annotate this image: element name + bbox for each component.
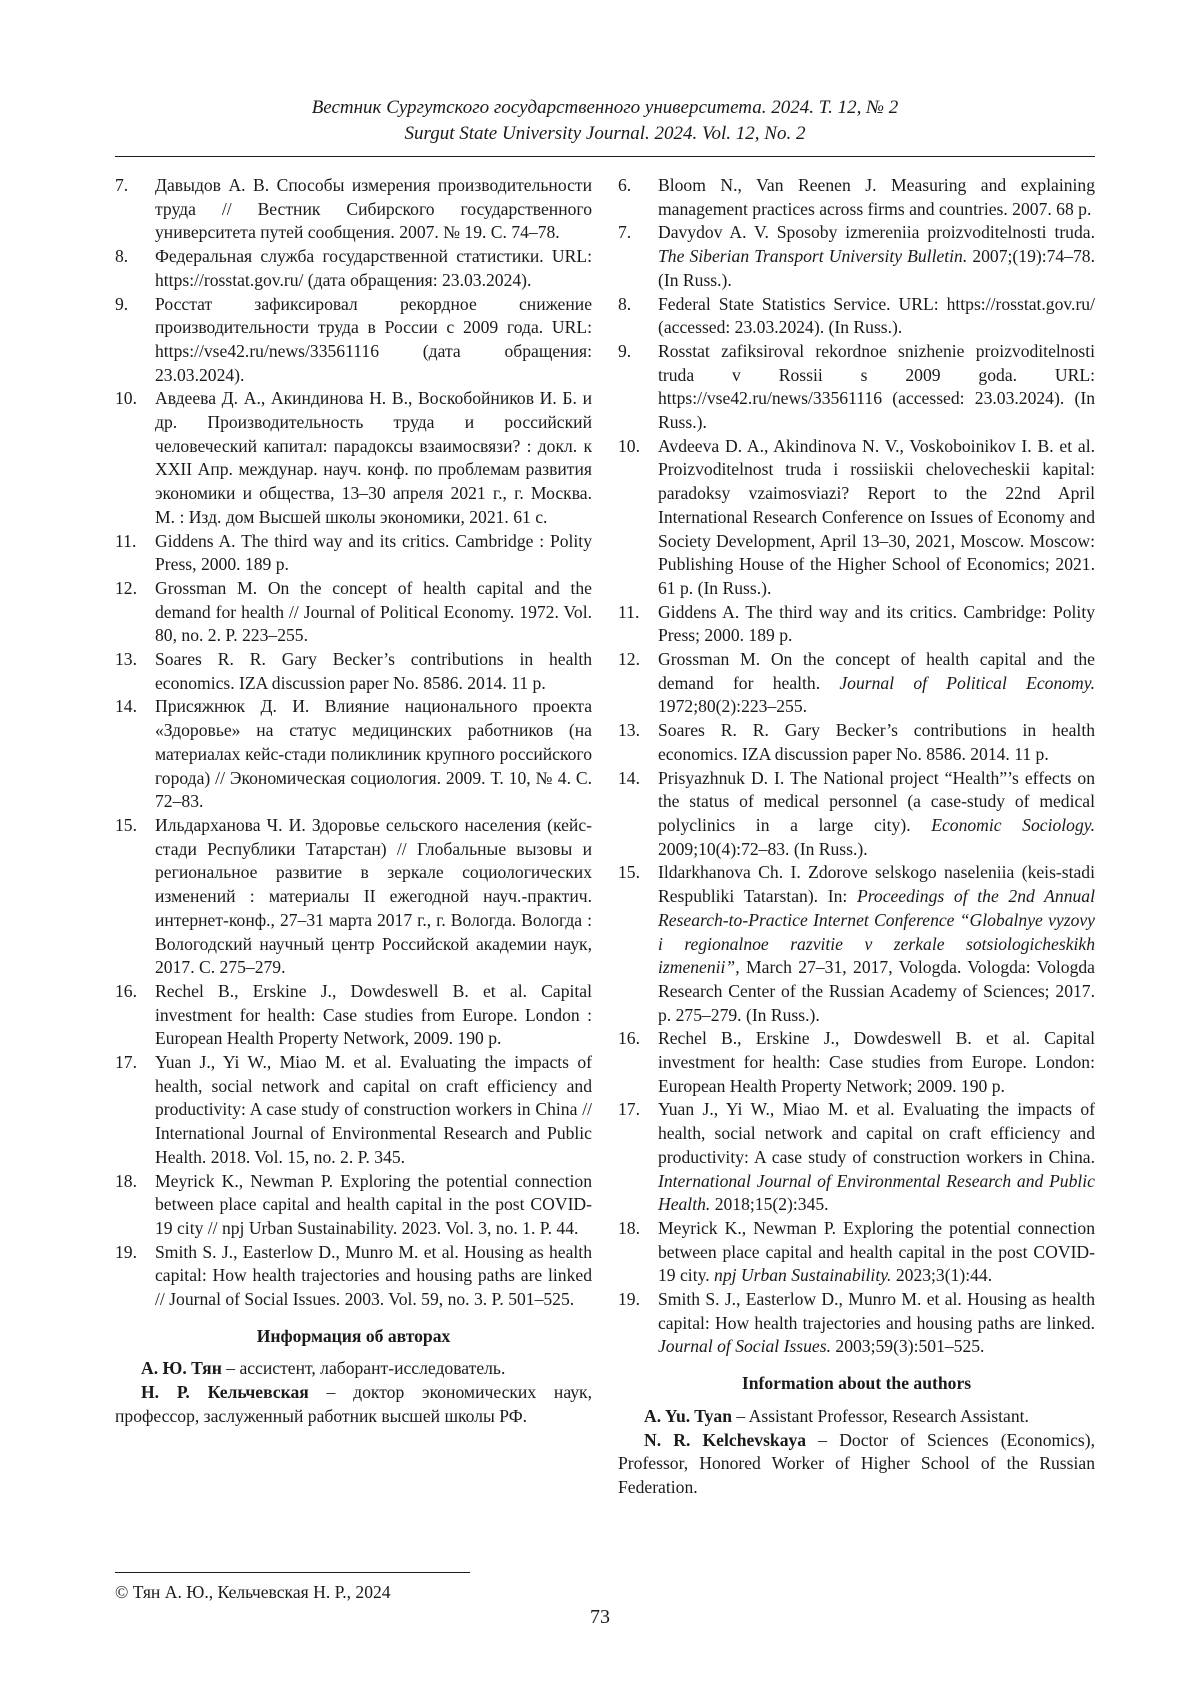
- reference-item: 6. Bloom N., Van Reenen J. Measuring and explaining management practices across firms and countries. 2007. 68 p.: [618, 174, 1095, 221]
- reference-text: Rechel B., Erskine J., Dowdeswell B. et al. Capital investment for health: Case studies from Europe. London: European Health Property Network; 2009. 190 p.: [658, 1028, 1095, 1096]
- reference-text: Smith S. J., Easterlow D., Munro M. et al. Housing as health capital: How health trajectories and housing paths are linked // Journal of Social Issues. 2003. Vol. 59, no. 3. P. 501–525.: [155, 1241, 592, 1310]
- reference-text: Давыдов А. В. Способы измерения производительности труда // Вестник Сибирского государственного университета путей сообщения. 2007. № 19. С. 74–78.: [155, 175, 592, 243]
- reference-text: Giddens A. The third way and its critics. Cambridge : Polity Press, 2000. 189 p.: [155, 530, 592, 575]
- reference-text: Rechel B., Erskine J., Dowdeswell B. et al. Capital investment for health: Case studies from Europe. London : European Health Property Network, 2009. 190 p.: [155, 980, 592, 1049]
- reference-item: 15. Ildarkhanova Ch. I. Zdorove selskogo naseleniia (keis-stadi Respubliki Tatarstan). In: Proceedings of the 2nd Annual Research-to-Practice Internet Conference “Globalnye vyzovy i regionalnoe razvitie v zerkale sotsiologicheskikh izmenenii”, March 27–31, 2017, Vologda. Vologda: Vologda Research Center of the Russian Academy of Sciences; 2017. p. 275–279. (In Russ.).: [618, 861, 1095, 1027]
- reference-item: 8. Федеральная служба государственной статистики. URL: https://rosstat.gov.ru/ (дата обращения: 23.03.2024).: [115, 245, 592, 292]
- author-description: – доктор экономических наук, профессор, заслуженный работник высшей школы РФ.: [115, 1382, 593, 1426]
- reference-text: Yuan J., Yi W., Miao M. et al. Evaluating the impacts of health, social network and capital on craft efficiency and productivity: A case study of construction workers in China // International Journal of Environmental Research and Public Health. 2018. Vol. 15, no. 2. P. 345.: [155, 1052, 592, 1167]
- authors-section-title-ru: Информация об авторах: [256, 1325, 451, 1346]
- reference-text: Grossman M. On the concept of health capital and the demand for health. Journal of Political Economy. 1972;80(2):223–255.: [658, 649, 1096, 717]
- reference-item: 11. Giddens A. The third way and its critics. Cambridge : Polity Press, 2000. 189 p.: [115, 530, 592, 577]
- left-column: [115, 174, 592, 1429]
- reference-item: 12. Grossman M. On the concept of health capital and the demand for health. Journal of Political Economy. 1972;80(2):223–255.: [618, 648, 1095, 719]
- author-description: – Doctor of Sciences (Economics), Professor, Honored Worker of Higher School of the Russian Federation.: [618, 1429, 1095, 1497]
- author-info: [618, 1405, 1095, 1429]
- reference-item: 12. Grossman M. On the concept of health capital and the demand for health // Journal of Political Economy. 1972. Vol. 80, no. 2. P. 223–255.: [115, 577, 592, 648]
- reference-item: 18. Meyrick K., Newman P. Exploring the potential connection between place capital and health capital in the post COVID-19 city. npj Urban Sustainability. 2023;3(1):44.: [618, 1217, 1095, 1288]
- reference-item: 14. Присяжнюк Д. И. Влияние национального проекта «Здоровье» на статус медицинских работников (на материалах кейс-стади поликлиник крупного российского города) // Экономическая социология. 2009. Т. 10, № 4. С. 72–83.: [115, 695, 592, 814]
- reference-text: Federal State Statistics Service. URL: https://rosstat.gov.ru/ (accessed: 23.03.2024). (In Russ.).: [658, 293, 1095, 338]
- reference-item: 7. Давыдов А. В. Способы измерения производительности труда // Вестник Сибирского государственного университета путей сообщения. 2007. № 19. С. 74–78.: [115, 174, 592, 245]
- reference-text: Bloom N., Van Reenen J. Measuring and explaining management practices across firms and countries. 2007. 68 p.: [658, 175, 1095, 219]
- journal-title-ru: Вестник Сургутского государственного университета. 2024. Т. 12, № 2: [311, 97, 899, 118]
- header-divider: [115, 156, 1095, 157]
- reference-item: 16. Rechel B., Erskine J., Dowdeswell B. et al. Capital investment for health: Case studies from Europe. London: European Health Property Network; 2009. 190 p.: [618, 1027, 1095, 1098]
- reference-text: Giddens A. The third way and its critics. Cambridge: Polity Press; 2000. 189 p.: [658, 601, 1095, 646]
- author-info: [115, 1357, 592, 1381]
- reference-item: 14. Prisyazhnuk D. I. The National project “Health”’s effects on the status of medical personnel (a case-study of medical polyclinics in a large city). Economic Sociology. 2009;10(4):72–83. (In Russ.).: [618, 767, 1095, 862]
- reference-text: Meyrick K., Newman P. Exploring the potential connection between place capital and health capital in the post COVID-19 city. npj Urban Sustainability. 2023;3(1):44.: [658, 1217, 1095, 1286]
- reference-text: Davydov A. V. Sposoby izmereniia proizvoditelnosti truda. The Siberian Transport University Bulletin. 2007;(19):74–78. (In Russ.).: [658, 222, 1095, 290]
- reference-item: 9. Росстат зафиксировал рекордное снижение производительности труда в России с 2009 года. URL: https://vse42.ru/news/33561116 (дата обращения: 23.03.2024).: [115, 293, 592, 388]
- reference-item: 7. Davydov A. V. Sposoby izmereniia proizvoditelnosti truda. The Siberian Transport University Bulletin. 2007;(19):74–78. (In Russ.).: [618, 221, 1095, 292]
- reference-item: 11. Giddens A. The third way and its critics. Cambridge: Polity Press; 2000. 189 p.: [618, 601, 1095, 648]
- author-name: N. R. Kelchevskaya: [644, 1429, 807, 1450]
- reference-text: Soares R. R. Gary Becker’s contributions in health economics. IZA discussion paper No. 8586. 2014. 11 p.: [155, 649, 592, 693]
- reference-list-ru: [115, 174, 592, 1312]
- journal-title-en: Surgut State University Journal. 2024. Vol. 12, No. 2: [404, 123, 806, 144]
- reference-text: Rosstat zafiksiroval rekordnoe snizhenie proizvoditelnosti truda v Rossii s 2009 goda. URL: https://vse42.ru/news/33561116 (accessed: 23.03.2024). (In Russ.).: [658, 340, 1095, 433]
- reference-item: 10. Avdeeva D. A., Akindinova N. V., Voskoboinikov I. B. et al. Proizvoditelnost truda i rossiiskii chelovecheskii kapital: paradoksy vzaimosviazi? Report to the 22nd April International Research Conference on Issues of Economy and Society Development, April 13–30, 2021, Moscow. Moscow: Publishing House of the Higher School of Economics; 2021. 61 p. (In Russ.).: [618, 435, 1095, 601]
- reference-item: 13. Soares R. R. Gary Becker’s contributions in health economics. IZA discussion paper No. 8586. 2014. 11 p.: [115, 648, 592, 695]
- reference-item: 17. Yuan J., Yi W., Miao M. et al. Evaluating the impacts of health, social network and capital on craft efficiency and productivity: A case study of construction workers in China. International Journal of Environmental Research and Public Health. 2018;15(2):345.: [618, 1098, 1095, 1217]
- authors-section-title-en: Information about the authors: [741, 1373, 972, 1394]
- reference-item: 19. Smith S. J., Easterlow D., Munro M. et al. Housing as health capital: How health trajectories and housing paths are linked. Journal of Social Issues. 2003;59(3):501–525.: [618, 1288, 1095, 1359]
- reference-text: Присяжнюк Д. И. Влияние национального проекта «Здоровье» на статус медицинских работников (на материалах кейс-стади поликлиник крупного российского города) // Экономическая социология. 2009. Т. 10, № 4. С. 72–83.: [155, 696, 592, 812]
- author-name: A. Yu. Tyan: [644, 1405, 733, 1426]
- author-info: [618, 1429, 1095, 1500]
- author-description: – Assistant Professor, Research Assistant.: [732, 1405, 1029, 1426]
- journal-header: [115, 95, 1095, 147]
- reference-item: 19. Smith S. J., Easterlow D., Munro M. et al. Housing as health capital: How health trajectories and housing paths are linked // Journal of Social Issues. 2003. Vol. 59, no. 3. P. 501–525.: [115, 1241, 592, 1312]
- reference-list-en: [618, 174, 1095, 1359]
- author-name: Н. Р. Кельчевская: [141, 1382, 309, 1403]
- reference-text: Soares R. R. Gary Becker’s contributions in health economics. IZA discussion paper No. 8586. 2014. 11 p.: [658, 720, 1095, 764]
- reference-text: Ildarkhanova Ch. I. Zdorove selskogo naseleniia (keis-stadi Respubliki Tatarstan). In: Proceedings of the 2nd Annual Research-to-Practice Internet Conference “Globalnye vyzovy i regionalnoe razvitie v zerkale sotsiologicheskikh izmenenii”, March 27–31, 2017, Vologda. Vologda: Vologda Research Center of the Russian Academy of Sciences; 2017. p. 275–279. (In Russ.).: [658, 862, 1095, 1025]
- reference-text: Yuan J., Yi W., Miao M. et al. Evaluating the impacts of health, social network and capital on craft efficiency and productivity: A case study of construction workers in China. International Journal of Environmental Research and Public Health. 2018;15(2):345.: [658, 1099, 1095, 1215]
- author-description: – ассистент, лаборант-исследователь.: [221, 1358, 506, 1379]
- reference-item: 8. Federal State Statistics Service. URL: https://rosstat.gov.ru/ (accessed: 23.03.2024). (In Russ.).: [618, 293, 1095, 340]
- reference-item: 10. Авдеева Д. А., Акиндинова Н. В., Воскобойников И. Б. и др. Производительность труда и российский человеческий капитал: парадоксы взаимосвязи? : докл. к XXII Апр. междунар. науч. конф. по проблемам развития экономики и общества, 13–30 апреля 2021 г., г. Москва. М. : Изд. дом Высшей школы экономики, 2021. 61 с.: [115, 387, 592, 529]
- reference-item: 17. Yuan J., Yi W., Miao M. et al. Evaluating the impacts of health, social network and capital on craft efficiency and productivity: A case study of construction workers in China // International Journal of Environmental Research and Public Health. 2018. Vol. 15, no. 2. P. 345.: [115, 1051, 592, 1170]
- reference-item: 15. Ильдарханова Ч. И. Здоровье сельского населения (кейс-стади Республики Татарстан) // Глобальные вызовы и региональное развитие в зеркале социологических изменений : материалы II ежегодной науч.-практич. интернет-конф., 27–31 марта 2017 г., г. Вологда. Вологда : Вологодский научный центр Российской академии наук, 2017. С. 275–279.: [115, 814, 592, 980]
- reference-item: 18. Meyrick K., Newman P. Exploring the potential connection between place capital and health capital in the post COVID-19 city // npj Urban Sustainability. 2023. Vol. 3, no. 1. P. 44.: [115, 1170, 592, 1241]
- author-info: [115, 1381, 592, 1428]
- copyright-footnote: © Тян А. Ю., Кельчевская Н. Р., 2024: [115, 1582, 391, 1602]
- reference-text: Prisyazhnuk D. I. The National project “Health”’s effects on the status of medical personnel (a case-study of medical polyclinics in a large city). Economic Sociology. 2009;10(4):72–83. (In Russ.).: [658, 767, 1095, 859]
- reference-text: Smith S. J., Easterlow D., Munro M. et al. Housing as health capital: How health trajectories and housing paths are linked. Journal of Social Issues. 2003;59(3):501–525.: [658, 1289, 1095, 1357]
- reference-text: Авдеева Д. А., Акиндинова Н. В., Воскобойников И. Б. и др. Производительность труда и российский человеческий капитал: парадоксы взаимосвязи? : докл. к XXII Апр. междунар. науч. конф. по проблемам развития экономики и общества, 13–30 апреля 2021 г., г. Москва. М. : Изд. дом Высшей школы экономики, 2021. 61 с.: [155, 388, 592, 527]
- author-name: А. Ю. Тян: [141, 1358, 222, 1379]
- page-number: 73: [590, 1606, 610, 1628]
- reference-item: 9. Rosstat zafiksiroval rekordnoe snizhenie proizvoditelnosti truda v Rossii s 2009 goda. URL: https://vse42.ru/news/33561116 (accessed: 23.03.2024). (In Russ.).: [618, 340, 1095, 435]
- reference-text: Grossman M. On the concept of health capital and the demand for health // Journal of Political Economy. 1972. Vol. 80, no. 2. P. 223–255.: [155, 577, 592, 646]
- reference-text: Федеральная служба государственной статистики. URL: https://rosstat.gov.ru/ (дата обращения: 23.03.2024).: [155, 246, 592, 290]
- footnote-divider: [115, 1572, 470, 1573]
- reference-item: 13. Soares R. R. Gary Becker’s contributions in health economics. IZA discussion paper No. 8586. 2014. 11 p.: [618, 719, 1095, 766]
- reference-item: 16. Rechel B., Erskine J., Dowdeswell B. et al. Capital investment for health: Case studies from Europe. London : European Health Property Network, 2009. 190 p.: [115, 980, 592, 1051]
- reference-text: Meyrick K., Newman P. Exploring the potential connection between place capital and health capital in the post COVID-19 city // npj Urban Sustainability. 2023. Vol. 3, no. 1. P. 44.: [155, 1170, 592, 1238]
- reference-text: Росстат зафиксировал рекордное снижение производительности труда в России с 2009 года. URL: https://vse42.ru/news/33561116 (дата обращения: 23.03.2024).: [155, 293, 592, 385]
- right-column: [618, 174, 1095, 1500]
- reference-text: Ильдарханова Ч. И. Здоровье сельского населения (кейс-стади Республики Татарстан) // Глобальные вызовы и региональное развитие в зеркале социологических изменений : материалы II ежегодной науч.-практич. интернет-конф., 27–31 марта 2017 г., г. Вологда. Вологда : Вологодский научный центр Российской академии наук, 2017. С. 275–279.: [155, 814, 592, 978]
- reference-text: Avdeeva D. A., Akindinova N. V., Voskoboinikov I. B. et al. Proizvoditelnost truda i rossiiskii chelovecheskii kapital: paradoksy vzaimosviazi? Report to the 22nd April International Research Conference on Issues of Economy and Society Development, April 13–30, 2021, Moscow. Moscow: Publishing House of the Higher School of Economics; 2021. 61 p. (In Russ.).: [658, 435, 1095, 598]
